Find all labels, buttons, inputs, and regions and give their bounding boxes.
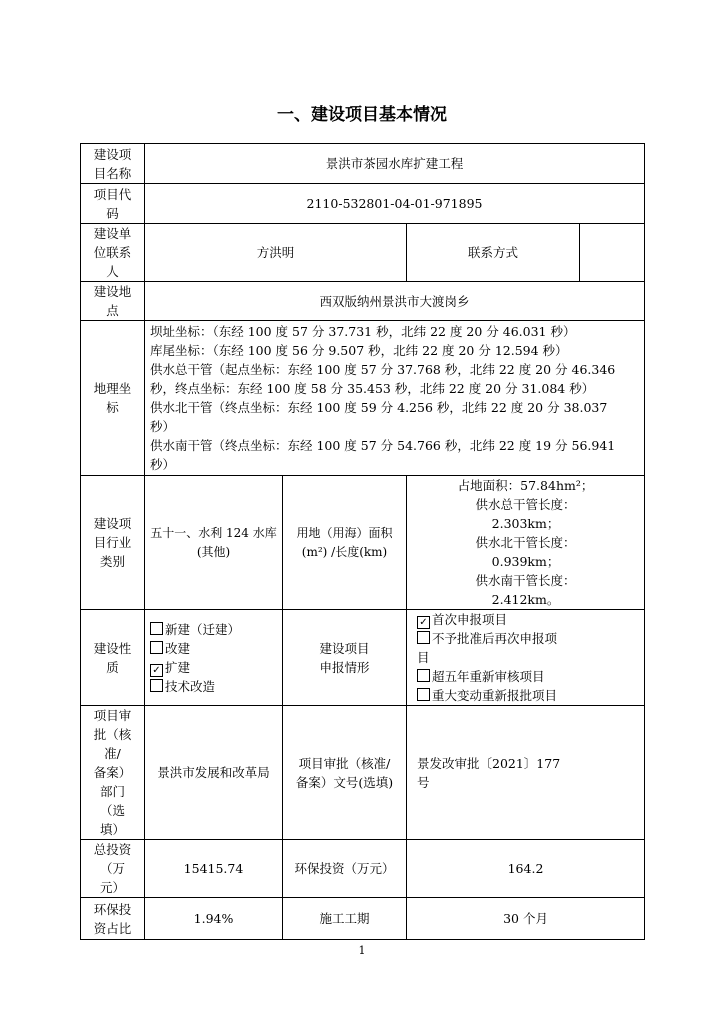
checkbox-icon <box>150 679 163 692</box>
nature-options <box>145 610 283 706</box>
nature-option-rebuild[interactable]: 改建 <box>150 639 279 658</box>
project-info-table <box>80 143 645 940</box>
declare-option-resubmit[interactable]: 不予批准后再次申报项 <box>417 629 641 648</box>
value-construction-period: 30 个月 <box>407 898 645 940</box>
coord-line: 秒，终点坐标：东经 100 度 58 分 35.453 秒，北纬 22 度 20 分 31.084 秒） <box>150 381 595 396</box>
value-industry: 五十一、水利 124 水库(其他) <box>145 476 283 610</box>
value-area-length: 占地面积：57.84hm²； 供水总干管长度： 2.303km； 供水北干管长度： 0.939km； 供水南干管长度： 2.412km。 <box>407 476 645 610</box>
value-env-investment: 164.2 <box>407 840 645 898</box>
declare-option-five-years[interactable]: 超五年重新审核项目 <box>417 667 641 686</box>
label-contact: 建设单 位联系 人 <box>81 224 145 282</box>
row-industry <box>81 476 645 610</box>
label-contact-method: 联系方式 <box>407 224 580 282</box>
label-coordinates: 地理坐 标 <box>81 321 145 476</box>
row-nature <box>81 610 645 706</box>
value-investment: 15415.74 <box>145 840 283 898</box>
nature-option-tech[interactable]: 技术改造 <box>150 677 279 696</box>
value-env-ratio: 1.94% <box>145 898 283 940</box>
value-approval-dept: 景洪市发展和改革局 <box>145 706 283 840</box>
row-contact <box>81 224 645 282</box>
row-env-ratio <box>81 898 645 940</box>
coord-line: 供水总干管（起点坐标：东经 100 度 57 分 37.768 秒，北纬 22 度 20 分 46.346 <box>150 362 616 377</box>
coord-line: 秒） <box>150 419 176 434</box>
nature-option-new[interactable]: 新建（迁建） <box>150 620 279 639</box>
label-investment: 总投资 （万 元） <box>81 840 145 898</box>
declare-option-first[interactable]: ✓ 首次申报项目 <box>417 610 641 629</box>
label-approval: 项目审 批（核 准/ 备案） 部门 （选 填） <box>81 706 145 840</box>
row-project-code <box>81 184 645 224</box>
row-location <box>81 282 645 321</box>
nature-option-expand[interactable]: ✓ 扩建 <box>150 658 279 677</box>
label-area-length: 用地（用海）面积 (m²) /长度(km) <box>283 476 407 610</box>
row-investment <box>81 840 645 898</box>
value-contact-person: 方洪明 <box>145 224 407 282</box>
value-coordinates <box>145 321 645 476</box>
label-env-ratio: 环保投 资占比 <box>81 898 145 940</box>
label-nature: 建设性 质 <box>81 610 145 706</box>
label-project-name: 建设项 目名称 <box>81 144 145 184</box>
value-location: 西双版纳州景洪市大渡岗乡 <box>145 282 645 321</box>
label-industry: 建设项 目行业 类别 <box>81 476 145 610</box>
value-project-code: 2110-532801-04-01-971895 <box>145 184 645 224</box>
declare-options <box>407 610 645 706</box>
checkbox-icon <box>150 641 163 654</box>
page-number: 1 <box>358 944 366 957</box>
label-location: 建设地 点 <box>81 282 145 321</box>
declare-option-resubmit-cont: 目 <box>417 650 430 665</box>
label-construction-period: 施工工期 <box>283 898 407 940</box>
checkbox-checked-icon: ✓ <box>150 664 163 677</box>
page-title: 一、建设项目基本情况 <box>277 105 447 125</box>
row-approval <box>81 706 645 840</box>
declare-option-major-change[interactable]: 重大变动重新报批项目 <box>417 686 641 705</box>
coord-line: 供水南干管（终点坐标：东经 100 度 57 分 54.766 秒，北纬 22 度 19 分 56.941 <box>150 438 616 453</box>
label-project-code: 项目代 码 <box>81 184 145 224</box>
label-declare: 建设项目 申报情形 <box>283 610 407 706</box>
checkbox-icon <box>417 631 430 644</box>
value-project-name: 景洪市茶园水库扩建工程 <box>145 144 645 184</box>
coord-line: 秒） <box>150 457 176 472</box>
row-project-name <box>81 144 645 184</box>
checkbox-icon <box>417 688 430 701</box>
value-approval-doc: 景发改审批〔2021〕177 号 <box>407 706 645 840</box>
checkbox-checked-icon: ✓ <box>417 616 430 629</box>
row-coordinates <box>81 321 645 476</box>
checkbox-icon <box>417 669 430 682</box>
coord-line: 坝址坐标：（东经 100 度 57 分 37.731 秒，北纬 22 度 20 分 46.031 秒） <box>150 324 576 339</box>
label-env-investment: 环保投资（万元） <box>283 840 407 898</box>
coord-line: 库尾坐标：（东经 100 度 56 分 9.507 秒，北纬 22 度 20 分 12.594 秒） <box>150 343 568 358</box>
checkbox-icon <box>150 622 163 635</box>
coord-line: 供水北干管（终点坐标：东经 100 度 59 分 4.256 秒，北纬 22 度 20 分 38.037 <box>150 400 608 415</box>
label-approval-doc: 项目审批（核准/ 备案）文号(选填) <box>283 706 407 840</box>
value-contact-method <box>580 224 645 282</box>
